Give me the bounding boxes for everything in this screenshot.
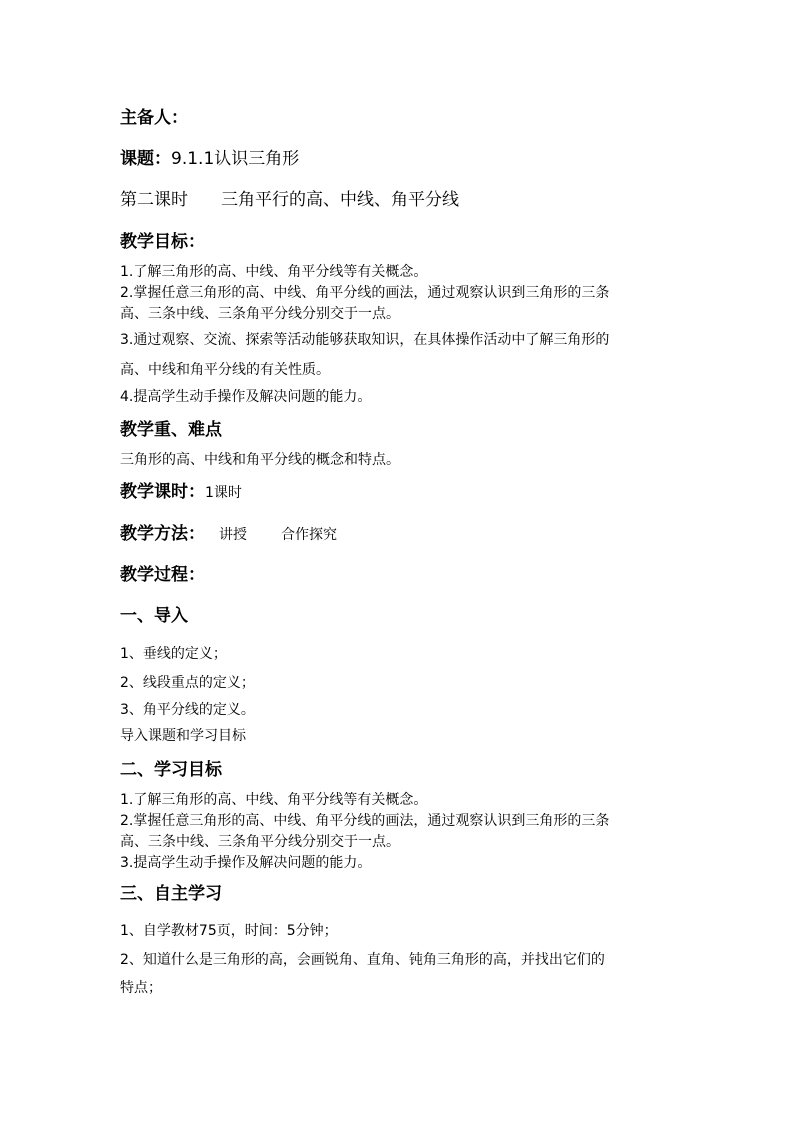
objectives-heading: 教学目标： — [120, 232, 205, 252]
objective-item: 高、中线和角平分线的有关性质。 — [120, 362, 330, 378]
section1-heading: 一、导入 — [120, 606, 188, 626]
section1-item: 导入课题和学习目标 — [120, 728, 246, 744]
section1-item: 1、垂线的定义； — [120, 646, 227, 662]
objective-item: 1.了解三角形的高、中线、角平分线等有关概念。 — [120, 264, 428, 280]
section2-item: 1.了解三角形的高、中线、角平分线等有关概念。 — [120, 792, 428, 808]
section2-item: 2.掌握任意三角形的高、中线、角平分线的画法，通过观察认识到三角形的三条 — [120, 813, 610, 829]
lesson-label: 第二课时 — [120, 190, 188, 210]
section3-item: 1、自学教材75页，时间：5分钟； — [120, 923, 338, 939]
section2-item: 3.提高学生动手操作及解决问题的能力。 — [120, 855, 372, 871]
objective-item: 3.通过观察、交流、探索等活动能够获取知识，在具体操作活动中了解三角形的 — [120, 332, 610, 348]
methods-value-1: 讲授 — [219, 527, 247, 543]
process-heading: 教学过程： — [120, 565, 205, 585]
topic-value: 9.1.1认识三角形 — [171, 149, 300, 169]
methods-line — [120, 526, 337, 543]
methods-label: 教学方法： — [120, 524, 205, 544]
section2-heading: 二、学习目标 — [120, 760, 222, 780]
section1-item: 2、线段重点的定义； — [120, 675, 255, 691]
preparer-label: 主备人： — [120, 108, 188, 128]
section3-heading: 三、自主学习 — [120, 884, 222, 904]
section2-item: 高、三条中线、三条角平分线分别交于一点。 — [120, 834, 400, 850]
objective-item: 高、三条中线、三条角平分线分别交于一点。 — [120, 306, 400, 322]
topic-label: 课题： — [120, 149, 171, 169]
section3-item: 特点； — [120, 980, 162, 996]
hours-label: 教学课时： — [120, 482, 205, 502]
hours-value: 1课时 — [205, 485, 242, 501]
methods-value-2: 合作探究 — [281, 527, 337, 543]
key-points-heading: 教学重、难点 — [120, 420, 222, 440]
hours-line — [120, 484, 242, 501]
preparer-line — [120, 110, 188, 127]
key-points-text: 三角形的高、中线和角平分线的概念和特点。 — [120, 452, 400, 468]
section1-item: 3、角平分线的定义。 — [120, 702, 255, 718]
section3-item: 2、知道什么是三角形的高，会画锐角、直角、钝角三角形的高，并找出它们的 — [120, 952, 605, 968]
lesson-title: 三角平行的高、中线、角平分线 — [221, 190, 459, 210]
objective-item: 4.提高学生动手操作及解决问题的能力。 — [120, 389, 372, 405]
lesson-line — [120, 192, 459, 209]
topic-line — [120, 151, 299, 168]
objective-item: 2.掌握任意三角形的高、中线、角平分线的画法，通过观察认识到三角形的三条 — [120, 285, 610, 301]
